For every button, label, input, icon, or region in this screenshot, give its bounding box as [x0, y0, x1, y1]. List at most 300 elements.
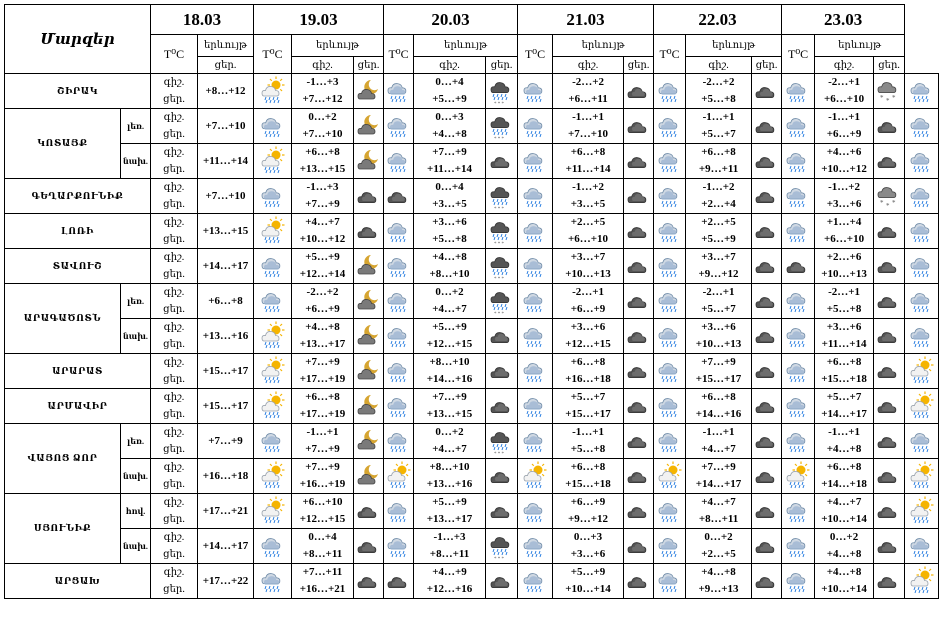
day-value: ցեր.	[163, 199, 185, 210]
night-value: 0…+2	[308, 111, 337, 123]
day-value: +11…+14	[821, 338, 867, 350]
rain-cloud-icon	[387, 78, 411, 104]
temperature-cell	[815, 529, 874, 564]
cloud-icon	[624, 564, 654, 599]
rain-cloud-icon	[387, 218, 411, 244]
cloud-icon	[486, 319, 518, 354]
svg-text:*: *	[880, 94, 884, 102]
night-header: գիշ.	[686, 57, 752, 74]
rain-cloud-icon	[786, 288, 810, 314]
svg-text:*: *	[886, 97, 890, 105]
moon-cloud-icon	[357, 288, 381, 314]
day-value: +6…+10	[824, 233, 865, 245]
cloud-icon	[627, 568, 651, 594]
sun-cloud-rain-icon	[905, 459, 939, 494]
night-value: +4…+7	[305, 216, 340, 228]
dark-rain-cloud-icon	[490, 533, 514, 562]
rain-cloud-icon	[518, 494, 553, 529]
day-value: +4…+8	[826, 548, 862, 560]
svg-text:* * *: * * *	[493, 242, 504, 247]
temperature-cell	[815, 179, 874, 214]
subregion-label: հով.	[121, 494, 151, 529]
rain-cloud-icon	[786, 218, 810, 244]
day-value: +3…+6	[826, 198, 862, 210]
rain-cloud-icon	[782, 424, 815, 459]
dark-snow-cloud-icon	[874, 179, 905, 214]
day-value: ցեր.	[163, 514, 185, 525]
day-value: +3…+5	[432, 198, 467, 210]
subregion-label: նախ.	[121, 459, 151, 494]
night-value: +2…+6	[826, 251, 862, 263]
temperature-cell	[198, 424, 254, 459]
day-value: +4…+8	[826, 443, 862, 455]
temperature-cell	[686, 144, 752, 179]
day-value: ցեր.	[163, 479, 185, 490]
night-value: +1…+4	[826, 216, 862, 228]
moon-cloud-icon	[354, 459, 384, 494]
day-value: +17…+19	[299, 373, 346, 385]
rain-cloud-icon	[786, 568, 810, 594]
cloud-icon	[752, 494, 782, 529]
rain-cloud-icon	[518, 284, 553, 319]
temperature-cell	[198, 74, 254, 109]
night-value: +7…+9	[305, 356, 340, 368]
day-header: ցեր.	[354, 57, 384, 74]
cloud-icon	[874, 529, 905, 564]
temperature-cell	[292, 459, 354, 494]
day-value: +16…+21	[299, 583, 346, 595]
cloud-icon	[752, 564, 782, 599]
sun-cloud-rain-icon	[261, 463, 285, 489]
temperature-cell	[553, 459, 624, 494]
dark-rain-cloud-icon	[486, 249, 518, 284]
day-value: +12…+15	[299, 513, 346, 525]
subregion-label: նախ.	[121, 319, 151, 354]
table-row	[5, 564, 939, 599]
temperature-value: +16…+18	[202, 469, 249, 482]
temperature-cell	[414, 144, 486, 179]
rain-cloud-icon	[387, 253, 411, 279]
rain-cloud-icon	[658, 533, 682, 559]
night-value: գիշ.	[163, 182, 185, 193]
sun-cloud-rain-icon	[905, 389, 939, 424]
cloud-icon	[627, 148, 651, 174]
moon-cloud-icon	[354, 284, 384, 319]
night-value: +8…+10	[429, 356, 470, 368]
region-name: ՎԱՅՈՑ ՁՈՐ	[5, 424, 121, 494]
rain-cloud-icon	[523, 218, 547, 244]
cloud-icon	[755, 183, 779, 209]
rain-cloud-icon	[905, 179, 939, 214]
night-value: +7…+9	[432, 146, 467, 158]
cloud-icon	[752, 144, 782, 179]
cloud-icon	[486, 494, 518, 529]
temperature-cell	[414, 494, 486, 529]
temperature-cell	[553, 284, 624, 319]
rain-cloud-icon	[518, 74, 553, 109]
cloud-icon	[627, 288, 651, 314]
sun-cloud-rain-icon	[261, 78, 285, 104]
rain-cloud-icon	[654, 179, 686, 214]
temperature-cell	[198, 494, 254, 529]
region-name: ԼՈՌԻ	[5, 214, 151, 249]
night-value: +5…+7	[826, 391, 862, 403]
night-value: -2…+1	[572, 286, 604, 298]
night-value: 0…+4	[435, 181, 464, 193]
cloud-icon	[877, 113, 901, 139]
night-value: -1…+3	[433, 531, 466, 543]
rain-cloud-icon	[523, 393, 547, 419]
night-value: 0…+2	[704, 531, 733, 543]
dark-rain-cloud-icon	[486, 74, 518, 109]
day-value: +10…+14	[565, 583, 611, 595]
moon-cloud-icon	[354, 109, 384, 144]
cloud-icon	[627, 253, 651, 279]
night-value: գիշ.	[163, 322, 185, 333]
night-value: +7…+9	[305, 461, 340, 473]
rain-cloud-icon	[523, 323, 547, 349]
temperature-cell	[815, 214, 874, 249]
day-value: ցեր.	[163, 584, 185, 595]
sun-cloud-rain-icon	[261, 323, 285, 349]
cloud-icon	[627, 428, 651, 454]
rain-cloud-icon	[782, 144, 815, 179]
cloud-icon	[624, 284, 654, 319]
temperature-cell	[198, 354, 254, 389]
day-value: ցեր.	[163, 129, 185, 140]
cloud-icon	[490, 393, 514, 419]
date-header: 18.03	[151, 5, 254, 35]
day-value: +6…+10	[568, 233, 609, 245]
rain-cloud-icon	[786, 323, 810, 349]
region-name: ԳԵՂԱՐՔՈՒՆԻՔ	[5, 179, 151, 214]
cloud-icon	[755, 428, 779, 454]
cloud-icon	[755, 148, 779, 174]
cloud-icon	[354, 529, 384, 564]
day-night-labels	[151, 424, 198, 459]
night-value: +4…+8	[701, 566, 736, 578]
rain-cloud-icon	[654, 494, 686, 529]
rain-cloud-icon	[782, 564, 815, 599]
day-value: +4…+7	[432, 303, 467, 315]
temperature-cell	[292, 354, 354, 389]
night-value: +6…+8	[701, 146, 736, 158]
rain-cloud-icon	[387, 498, 411, 524]
day-header: ցեր.	[198, 57, 254, 74]
night-header: գիշ.	[553, 57, 624, 74]
sun-cloud-rain-icon	[387, 463, 411, 489]
day-value: +7…+9	[305, 198, 340, 210]
subregion-label: լեռ.	[121, 424, 151, 459]
night-value: +4…+8	[305, 321, 340, 333]
rain-cloud-icon	[384, 144, 414, 179]
night-value: գիշ.	[163, 497, 185, 508]
temperature-cell	[553, 249, 624, 284]
cloud-icon	[874, 109, 905, 144]
cloud-icon	[755, 218, 779, 244]
temperature-cell	[198, 284, 254, 319]
temperature-value: +7…+10	[205, 119, 246, 132]
temperature-header: T⁰C	[384, 35, 414, 74]
region-name: ԱՐԱԳԱԾՈՏՆ	[5, 284, 121, 354]
temperature-cell	[414, 109, 486, 144]
cloud-icon	[877, 533, 901, 559]
night-value: +6…+8	[305, 146, 340, 158]
forecast-table	[4, 4, 939, 599]
date-header: 19.03	[254, 5, 384, 35]
rain-cloud-icon	[261, 113, 285, 139]
rain-cloud-icon	[384, 529, 414, 564]
rain-cloud-icon	[786, 428, 810, 454]
day-night-labels	[151, 529, 198, 564]
cloud-icon	[755, 533, 779, 559]
rain-cloud-icon	[654, 144, 686, 179]
dark-rain-cloud-icon	[490, 253, 514, 282]
rain-cloud-icon	[518, 214, 553, 249]
temperature-cell	[292, 389, 354, 424]
day-night-labels	[151, 249, 198, 284]
rain-cloud-icon	[786, 113, 810, 139]
night-value: +5…+9	[432, 321, 467, 333]
temperature-cell	[686, 249, 752, 284]
table-row	[5, 424, 939, 459]
day-header: ցեր.	[486, 57, 518, 74]
dark-snow-cloud-icon	[877, 78, 901, 104]
rain-cloud-icon	[387, 113, 411, 139]
temperature-cell	[198, 389, 254, 424]
subregion-label: լեռ.	[121, 284, 151, 319]
temperature-cell	[686, 494, 752, 529]
day-night-labels	[151, 319, 198, 354]
night-value: գիշ.	[163, 112, 185, 123]
temperature-header: T⁰C	[254, 35, 292, 74]
day-value: +13…+17	[426, 513, 473, 525]
temperature-cell	[686, 214, 752, 249]
table-row	[5, 494, 939, 529]
rain-cloud-icon	[782, 284, 815, 319]
temperature-value: +6…+8	[208, 294, 243, 307]
rain-cloud-icon	[518, 529, 553, 564]
date-header: 20.03	[384, 5, 518, 35]
day-value: +10…+14	[821, 513, 867, 525]
night-value: +3…+6	[701, 321, 736, 333]
sun-cloud-rain-icon	[910, 393, 934, 419]
night-value: 0…+3	[573, 531, 603, 543]
cloud-icon	[877, 393, 901, 419]
rain-cloud-icon	[658, 78, 682, 104]
day-value: +14…+17	[695, 478, 742, 490]
subregion-label: նախ.	[121, 144, 151, 179]
day-night-labels	[151, 144, 198, 179]
phenomenon-header: երևույթ	[414, 35, 518, 57]
sun-cloud-rain-icon	[254, 354, 292, 389]
temperature-cell	[553, 179, 624, 214]
regions-header: Մարզեր	[5, 5, 151, 74]
sun-cloud-rain-icon	[261, 218, 285, 244]
temperature-cell	[414, 214, 486, 249]
rain-cloud-icon	[905, 529, 939, 564]
cloud-icon	[627, 183, 651, 209]
night-value: -1…+1	[572, 111, 604, 123]
rain-cloud-icon	[654, 74, 686, 109]
day-value: +12…+15	[426, 338, 473, 350]
day-value: +13…+15	[426, 408, 473, 420]
moon-cloud-icon	[354, 144, 384, 179]
day-value: ցեր.	[163, 234, 185, 245]
day-value: +8…+11	[698, 513, 739, 525]
day-value: +16…+19	[299, 478, 346, 490]
cloud-icon	[877, 428, 901, 454]
cloud-icon	[627, 113, 651, 139]
date-header: 22.03	[654, 5, 782, 35]
day-value: +10…+13	[821, 268, 867, 280]
temperature-cell	[292, 424, 354, 459]
sun-cloud-rain-icon	[523, 463, 547, 489]
day-header: ցեր.	[874, 57, 905, 74]
moon-cloud-icon	[354, 74, 384, 109]
day-value: +10…+13	[565, 268, 611, 280]
day-value: +4…+8	[432, 128, 467, 140]
moon-cloud-icon	[354, 424, 384, 459]
night-value: -1…+1	[828, 426, 861, 438]
cloud-icon	[752, 389, 782, 424]
cloud-icon	[486, 459, 518, 494]
day-value: +10…+12	[821, 163, 867, 175]
rain-cloud-icon	[910, 218, 934, 244]
day-value: +14…+16	[426, 373, 473, 385]
cloud-icon	[357, 498, 381, 524]
night-value: -2…+1	[702, 286, 735, 298]
temperature-value: +15…+17	[202, 364, 249, 377]
sun-cloud-rain-icon	[910, 463, 934, 489]
dark-rain-cloud-icon	[486, 424, 518, 459]
day-value: +5…+8	[701, 93, 736, 105]
night-value: +3…+7	[570, 251, 606, 263]
day-night-labels	[151, 354, 198, 389]
cloud-icon	[627, 78, 651, 104]
cloud-icon	[755, 288, 779, 314]
moon-cloud-icon	[354, 389, 384, 424]
day-night-labels	[151, 74, 198, 109]
temperature-cell	[198, 214, 254, 249]
temperature-cell	[292, 284, 354, 319]
region-name: ՍՅՈՒՆԻՔ	[5, 494, 121, 564]
night-value: գիշ.	[163, 77, 185, 88]
rain-cloud-icon	[518, 319, 553, 354]
rain-cloud-icon	[254, 249, 292, 284]
rain-cloud-icon	[654, 564, 686, 599]
sun-cloud-rain-icon	[254, 319, 292, 354]
night-value: -2…+2	[572, 76, 604, 88]
cloud-icon	[877, 463, 901, 489]
night-value: +6…+8	[826, 356, 862, 368]
rain-cloud-icon	[905, 214, 939, 249]
night-value: -1…+3	[306, 181, 339, 193]
temperature-cell	[686, 529, 752, 564]
temperature-value: +8…+12	[205, 84, 246, 97]
night-value: -1…+2	[702, 181, 735, 193]
region-name: ԱՐԱՐԱՏ	[5, 354, 151, 389]
day-value: +15…+17	[695, 373, 742, 385]
phenomenon-header: երևույթ	[686, 35, 782, 57]
rain-cloud-icon	[658, 148, 682, 174]
cloud-icon	[752, 249, 782, 284]
night-header: գիշ.	[292, 57, 354, 74]
temperature-cell	[815, 389, 874, 424]
day-value: +5…+9	[701, 233, 736, 245]
rain-cloud-icon	[658, 393, 682, 419]
cloud-icon	[752, 424, 782, 459]
sun-cloud-rain-icon	[254, 74, 292, 109]
day-value: +3…+5	[570, 198, 606, 210]
day-night-labels	[151, 494, 198, 529]
cloud-icon	[752, 354, 782, 389]
rain-cloud-icon	[910, 288, 934, 314]
night-value: գիշ.	[163, 252, 185, 263]
rain-cloud-icon	[654, 389, 686, 424]
day-value: +6…+9	[305, 303, 340, 315]
cloud-icon	[877, 323, 901, 349]
day-value: +12…+16	[426, 583, 473, 595]
rain-cloud-icon	[910, 253, 934, 279]
cloud-icon	[627, 358, 651, 384]
phenomenon-header: երևույթ	[198, 35, 254, 57]
cloud-icon	[877, 218, 901, 244]
rain-cloud-icon	[786, 358, 810, 384]
night-value: +2…+5	[570, 216, 606, 228]
cloud-icon	[755, 253, 779, 279]
phenomenon-header: երևույթ	[553, 35, 654, 57]
cloud-icon	[357, 218, 381, 244]
day-value: ցեր.	[163, 549, 185, 560]
svg-text:* * *: * * *	[493, 277, 504, 282]
rain-cloud-icon	[523, 533, 547, 559]
table-row	[5, 179, 939, 214]
svg-text:* * *: * * *	[493, 312, 504, 317]
night-value: +3…+7	[701, 251, 736, 263]
cloud-icon	[752, 284, 782, 319]
rain-cloud-icon	[384, 249, 414, 284]
temperature-cell	[414, 564, 486, 599]
night-value: +5…+9	[570, 566, 606, 578]
day-night-labels	[151, 564, 198, 599]
cloud-icon	[357, 533, 381, 559]
cloud-icon	[486, 144, 518, 179]
temperature-cell	[686, 74, 752, 109]
day-value: +16…+18	[565, 373, 611, 385]
day-value: ցեր.	[163, 374, 185, 385]
rain-cloud-icon	[518, 144, 553, 179]
cloud-icon	[752, 109, 782, 144]
day-value: +4…+7	[701, 443, 736, 455]
cloud-icon	[624, 424, 654, 459]
rain-cloud-icon	[910, 183, 934, 209]
subregion-label: նախ.	[121, 529, 151, 564]
rain-cloud-icon	[658, 218, 682, 244]
night-value: +4…+7	[826, 496, 862, 508]
temperature-cell	[414, 529, 486, 564]
night-value: +5…+7	[570, 391, 606, 403]
rain-cloud-icon	[786, 498, 810, 524]
day-value: +8…+11	[429, 548, 470, 560]
night-header: գիշ.	[414, 57, 486, 74]
day-value: +5…+7	[701, 303, 736, 315]
svg-text:*: *	[886, 202, 890, 210]
rain-cloud-icon	[384, 389, 414, 424]
rain-cloud-icon	[782, 109, 815, 144]
table-row	[5, 214, 939, 249]
temperature-cell	[414, 389, 486, 424]
